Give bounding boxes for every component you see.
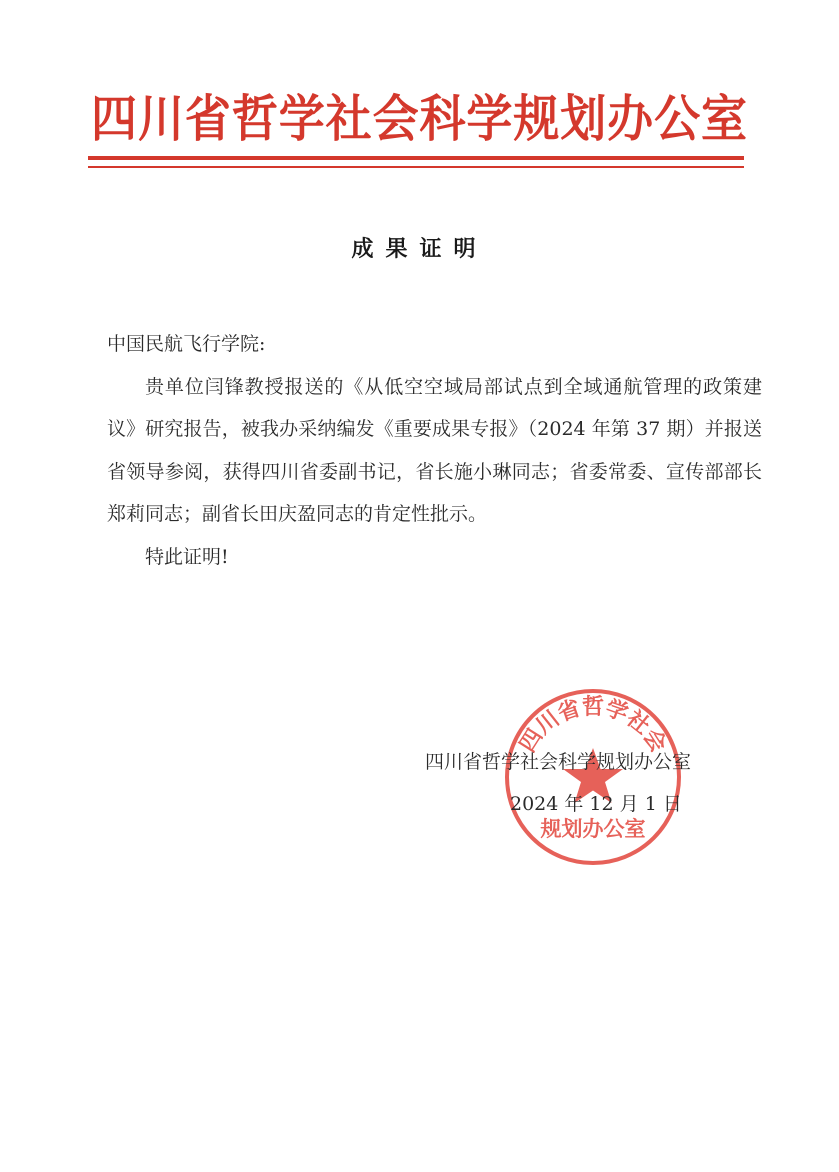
- salutation: 中国民航飞行学院:: [107, 333, 266, 355]
- document-body: [107, 323, 762, 578]
- seal-arc-text: 四川省哲学社会: [515, 694, 671, 757]
- document-title: 成果证明: [351, 236, 488, 262]
- letterhead-rule-thin: [88, 166, 744, 168]
- signature-block: [425, 741, 755, 825]
- closing-line: 特此证明!: [145, 545, 229, 568]
- letterhead-rule-thick: [88, 156, 744, 160]
- letterhead-title: 四川省哲学社会科学规划办公室: [91, 90, 748, 148]
- signature-date: 2024 年 12 月 1 日: [510, 793, 682, 815]
- signature-org: 四川省哲学社会科学规划办公室: [425, 751, 692, 773]
- body-paragraph: 贵单位闫锋教授报送的《从低空空域局部试点到全域通航管理的政策建议》研究报告，被我办采纳编发《重要成果专报》（2024 年第 37 期）并报送省领导参阅，获得四川省委副书记，省长施小琳同志；省委常委、宣传部部长郑莉同志；副省长田庆盈同志的肯定性批示。: [107, 375, 762, 525]
- seal-bottom-text: 规划办公室: [540, 817, 646, 841]
